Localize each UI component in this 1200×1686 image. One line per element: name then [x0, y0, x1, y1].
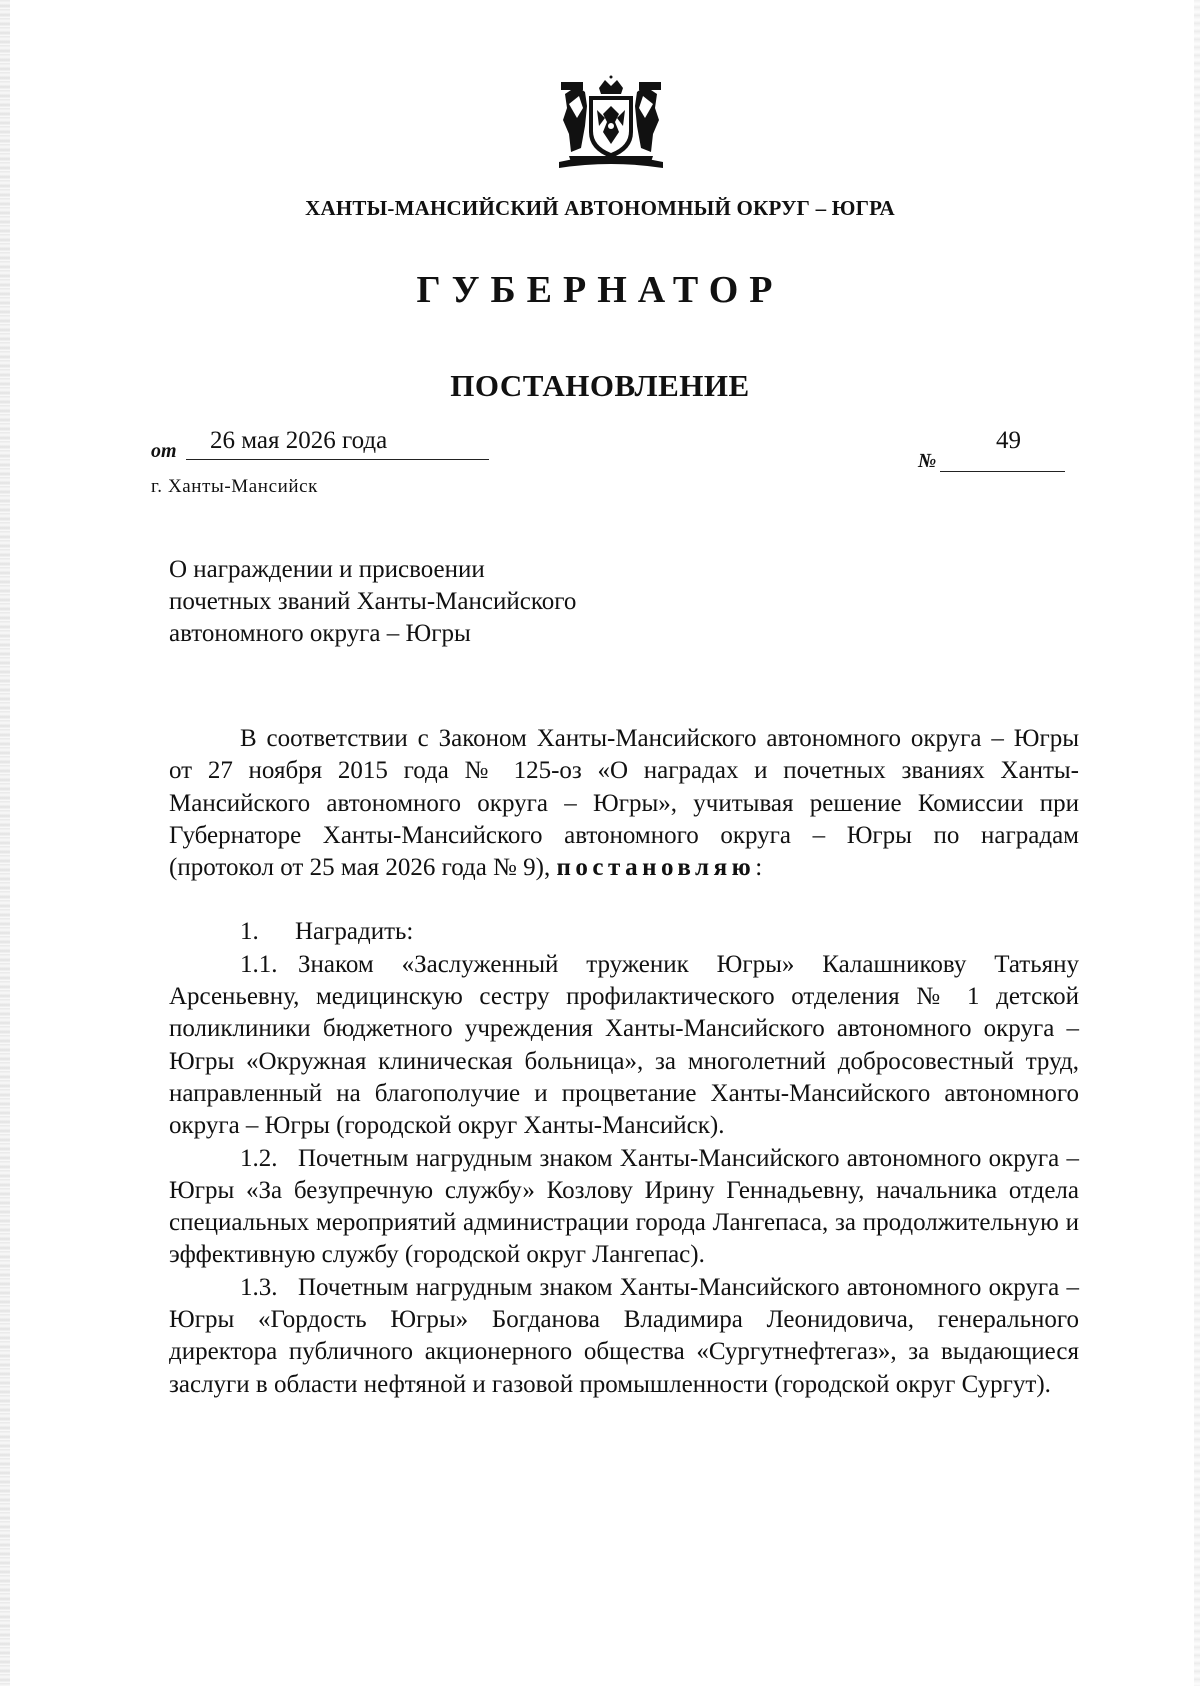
award-item-number: 1.1. — [240, 950, 278, 978]
region-name: ХАНТЫ-МАНСИЙСКИЙ АВТОНОМНЫЙ ОКРУГ – ЮГРА — [305, 196, 895, 220]
award-item — [169, 949, 1079, 1143]
number-label: № — [918, 450, 937, 472]
subject-line: О награждении и присвоении — [169, 556, 485, 583]
preamble-text: В соответствии с Законом Ханты-Мансийского автономного округа – Югры от 27 ноября 2015 года № 125-оз «О наградах и почетных званиях Ханты-Мансийского автономного округа – Югры», учитывая решение Комиссии при Губернаторе Ханты-Мансийского автономного округа – Югры по наградам (протокол от 25 мая 2026 года № 9), — [169, 725, 1079, 882]
number-underline — [940, 471, 1065, 472]
subject-line: почетных званий Ханты-Мансийского — [169, 588, 577, 615]
coat-of-arms-icon — [555, 74, 667, 174]
date-prefix-label: от — [151, 440, 177, 462]
award-item — [169, 1143, 1079, 1272]
document-type: ПОСТАНОВЛЕНИЕ — [450, 368, 750, 403]
authority-title: ГУБЕРНАТОР — [416, 269, 784, 311]
date-underline — [186, 459, 489, 460]
scan-edge-left — [0, 0, 10, 1686]
decree-date: 26 мая 2026 года — [210, 427, 388, 454]
decree-subject — [169, 554, 576, 650]
item-heading — [169, 916, 1079, 948]
award-item-text: Знаком «Заслуженный труженик Югры» Калашникову Татьяну Арсеньевну, медицинскую сестру профилактического отделения № 1 детской поликлиники бюджетного учреждения Ханты-Мансийского автономного округа – Югры «Окружная клиническая больница», за многолетний добросовестный труд, направленный на благополучие и процветание Ханты-Мансийского автономного округа – Югры (городской округ Ханты-Мансийск). — [169, 950, 1079, 1140]
item-heading-text: Наградить: — [295, 918, 414, 946]
award-item-text: Почетным нагрудным знаком Ханты-Мансийского автономного округа – Югры «За безупречную службу» Козлову Ирину Геннадьевну, начальника отдела специальных мероприятий администрации города Лангепаса, за продолжительную и эффективную службу (городской округ Лангепас). — [169, 1144, 1079, 1269]
decree-number: 49 — [996, 427, 1021, 454]
scan-edge-right — [1194, 0, 1200, 1686]
spacer — [169, 884, 1079, 916]
decree-colon: : — [755, 854, 763, 882]
decree-word: постановляю — [556, 854, 756, 882]
preamble-paragraph — [169, 723, 1079, 884]
item-number: 1. — [240, 918, 259, 946]
award-item — [169, 1272, 1079, 1401]
award-item-number: 1.3. — [240, 1273, 278, 1301]
subject-line: автономного округа – Югры — [169, 620, 471, 647]
issuing-city: г. Ханты-Мансийск — [151, 476, 318, 497]
award-item-number: 1.2. — [240, 1144, 278, 1172]
award-item-text: Почетным нагрудным знаком Ханты-Мансийского автономного округа – Югры «Гордость Югры» Богданова Владимира Леонидовича, генерального директора публичного акционерного общества «Сургутнефтегаз», за выдающиеся заслуги в области нефтяной и газовой промышленности (городской округ Сургут). — [169, 1273, 1079, 1398]
decree-body — [169, 723, 1079, 1401]
